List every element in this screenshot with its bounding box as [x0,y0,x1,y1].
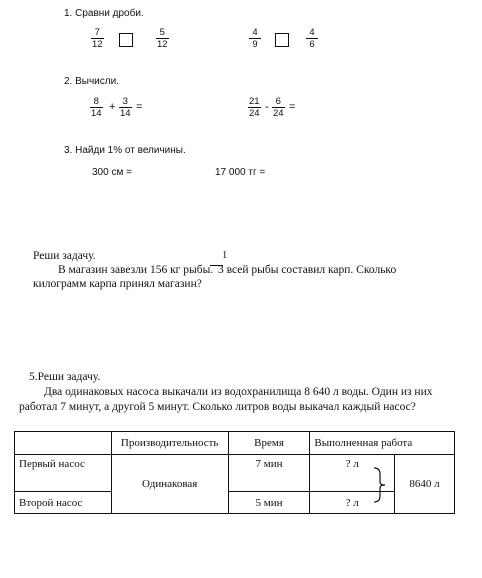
fraction-7-12: 7 12 [92,27,103,50]
task3-item-17000tg: 17 000 тг = [215,167,266,178]
fraction-numerator-1: 1 [222,250,228,261]
header-productivity: Производительность [111,432,228,455]
productivity-cell: Одинаковая [111,455,228,514]
compare-box-1[interactable] [119,33,133,47]
header-work: Выполненная работа [310,432,455,455]
task3-title: 3. Найди 1% от величины. [64,145,186,156]
row2-work: ? л [310,492,395,514]
equals-sign-2: = [289,101,296,113]
fraction-4-6: 4 6 [306,27,318,50]
plus-sign: + [109,101,116,113]
task5-line2: работал 7 минут, а другой 5 минут. Сколько литров воды выкачал каждый насос? [19,401,416,413]
curly-brace-icon [371,466,389,504]
table-header-row [15,432,455,455]
fraction-5-12: 5 12 [157,27,168,50]
header-empty [15,432,112,455]
task2-title: 2. Вычисли. [64,76,119,87]
task5-line1: Два одинаковых насоса выкачали из водохранилища 8 640 л воды. Один из них [44,386,433,398]
minus-sign: - [265,101,269,113]
header-time: Время [228,432,310,455]
row1-time: 7 мин [228,455,310,492]
row2-name: Второй насос [15,492,112,514]
compare-box-2[interactable] [275,33,289,47]
fraction-3-14: 3 14 [120,96,131,119]
fraction-6-24: 6 24 [273,96,284,119]
task3-item-300cm: 300 см = [92,167,132,178]
task4-line2: килограмм карпа принял магазин? [33,278,202,290]
task4-title: Реши задачу. [33,250,96,262]
total-work: 8640 л [395,455,455,514]
task4-line1b: 3 всей рыбы составил карп. Сколько [218,264,397,276]
row1-work: ? л [310,455,395,492]
fraction-21-24: 21 24 [249,96,260,119]
task4-line1a: В магазин завезли 156 кг рыбы. [58,264,214,276]
fraction-8-14: 8 14 [91,96,102,119]
fraction-4-9: 4 9 [249,27,261,50]
equals-sign-1: = [136,101,143,113]
row1-name: Первый насос [15,455,112,492]
task1-title: 1. Сравни дроби. [64,8,144,19]
task5-title: 5.Реши задачу. [29,371,101,383]
row2-time: 5 мин [228,492,310,514]
